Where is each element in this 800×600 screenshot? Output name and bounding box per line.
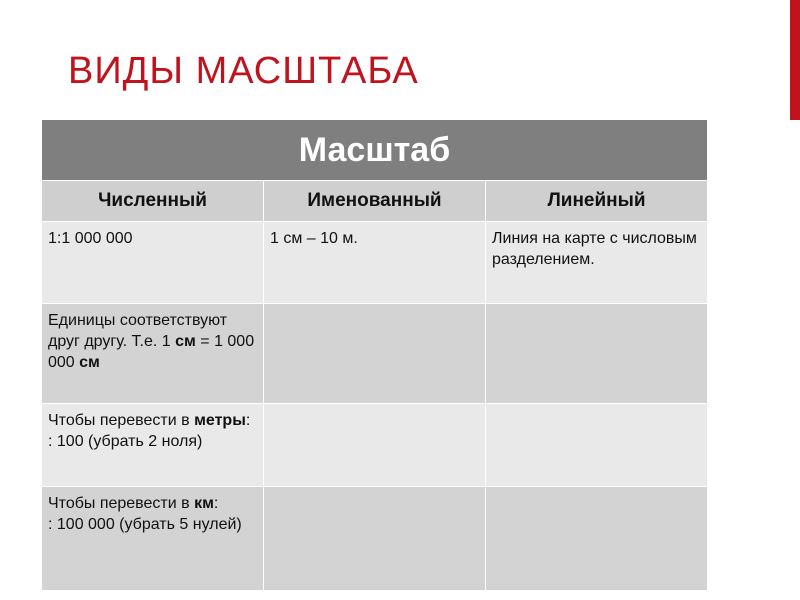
units-note-bold-cm: см xyxy=(175,333,196,350)
column-header-row xyxy=(42,181,708,222)
cell-km-note xyxy=(42,487,264,591)
km-note-text: Чтобы перевести в xyxy=(48,495,195,512)
km-note-colon: : xyxy=(213,495,219,512)
table-title: Масштаб xyxy=(42,120,708,181)
empty-cell xyxy=(486,487,708,591)
column-header-numeric: Численный xyxy=(42,181,264,222)
units-note-bold-cm-2: см xyxy=(79,354,100,371)
empty-cell xyxy=(264,304,486,404)
cell-units-note xyxy=(42,304,264,404)
km-note-rule: : 100 000 (убрать 5 нулей) xyxy=(48,516,242,533)
slide-title: ВИДЫ МАСШТАБА xyxy=(68,50,419,92)
accent-bar xyxy=(790,0,800,120)
empty-cell xyxy=(486,304,708,404)
cell-named-example: 1 см – 10 м. xyxy=(264,222,486,304)
table-row xyxy=(42,487,708,591)
meters-note-colon: : xyxy=(245,412,251,429)
cell-meters-note xyxy=(42,404,264,487)
km-note-bold: км xyxy=(194,495,214,512)
column-header-linear: Линейный xyxy=(486,181,708,222)
scale-table xyxy=(41,119,708,591)
meters-note-text: Чтобы перевести в xyxy=(48,412,195,429)
units-note-text-2: = 1 000 000 xyxy=(48,333,255,371)
meters-note-rule: : 100 (убрать 2 ноля) xyxy=(48,433,203,450)
empty-cell xyxy=(486,404,708,487)
column-header-named: Именованный xyxy=(264,181,486,222)
table-title-row xyxy=(42,120,708,181)
cell-linear-example: Линия на карте с числовым разделением. xyxy=(486,222,708,304)
units-note-text: Единицы соответствуют друг другу. Т.е. 1 xyxy=(48,312,228,350)
empty-cell xyxy=(264,487,486,591)
cell-numeric-example: 1:1 000 000 xyxy=(42,222,264,304)
table-row xyxy=(42,404,708,487)
table-row xyxy=(42,222,708,304)
empty-cell xyxy=(264,404,486,487)
table-row xyxy=(42,304,708,404)
meters-note-bold: метры xyxy=(194,412,246,429)
